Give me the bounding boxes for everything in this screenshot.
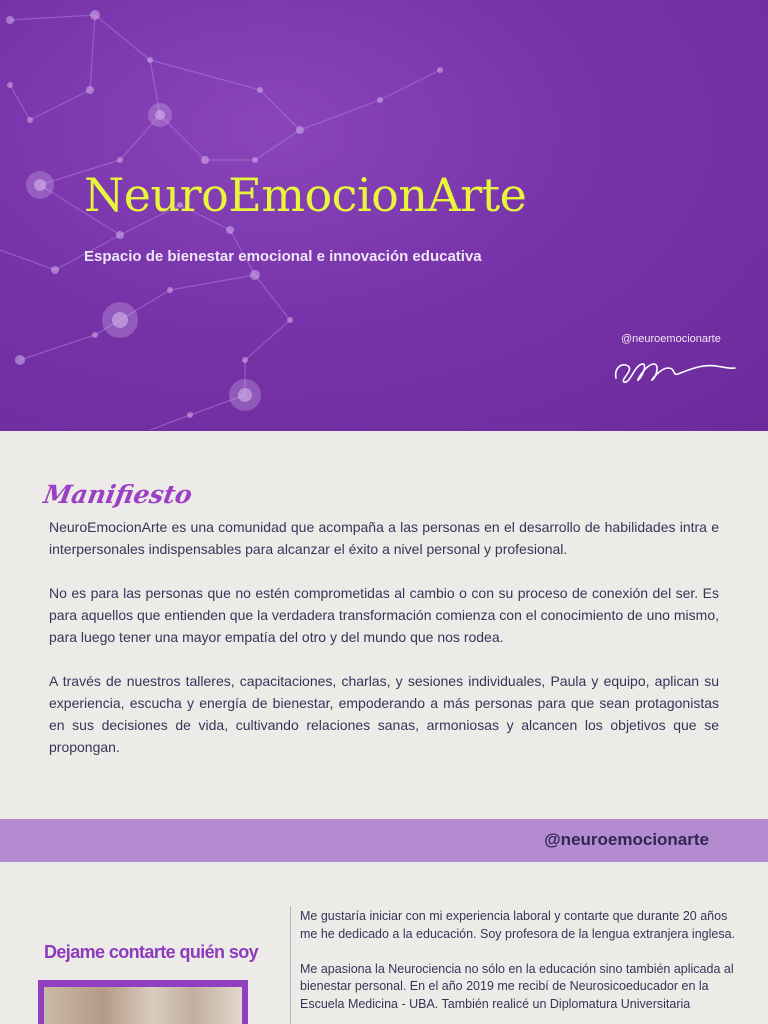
about-text <box>300 908 741 1024</box>
profile-photo-frame <box>38 980 248 1024</box>
brand-title: NeuroEmocionArte <box>84 168 527 222</box>
about-heading: Dejame contarte quién soy <box>44 942 259 962</box>
about-paragraph: Me gustaría iniciar con mi experiencia laboral y contarte que durante 20 años me he dedicado a la educación. Soy profesora de la lengua extranjera inglesa. <box>300 909 736 941</box>
manifest-paragraph: No es para las personas que no estén comprometidas al cambio o con su proceso de conexión del ser. Es para aquellos que entienden que la verdadera transformación comienza con el conocimiento de uno mismo, para luego tener una mayor empatía del otro y del mundo que nos rodea. <box>49 585 719 645</box>
manifest-text <box>49 516 719 780</box>
manifest-heading: Manifiesto <box>41 480 195 509</box>
manifest-paragraph: A través de nuestros talleres, capacitaciones, charlas, y sesiones individuales, Paula y equipo, aplican su experiencia, escucha y energía de bienestar, empoderando a más personas para que sean protagonistas en sus decisiones de vida, cultivando relaciones sanas, armoniosas y alcancen los objetivos que se propongan. <box>49 673 719 755</box>
column-divider <box>290 906 291 1024</box>
signature-graphic <box>612 356 737 386</box>
profile-photo <box>44 987 242 1024</box>
about-paragraph: Me apasiona la Neurociencia no sólo en la educación sino también aplicada al bienestar personal. En el año 2019 me recibí de Neurosicoeducador en la Escuela Medicina - UBA. También realicé un Diplomatura Universitaria <box>300 961 734 1011</box>
social-handle[interactable]: @neuroemocionarte <box>621 333 721 345</box>
brand-subtitle: Espacio de bienestar emocional e innovación educativa <box>84 248 482 265</box>
hero-banner <box>0 0 768 431</box>
social-band <box>0 819 768 862</box>
band-social-handle[interactable]: @neuroemocionarte <box>544 830 709 849</box>
manifest-paragraph: NeuroEmocionArte es una comunidad que acompaña a las personas en el desarrollo de habilidades intra e interpersonales indispensables para alcanzar el éxito a nivel personal y profesional. <box>49 519 719 557</box>
